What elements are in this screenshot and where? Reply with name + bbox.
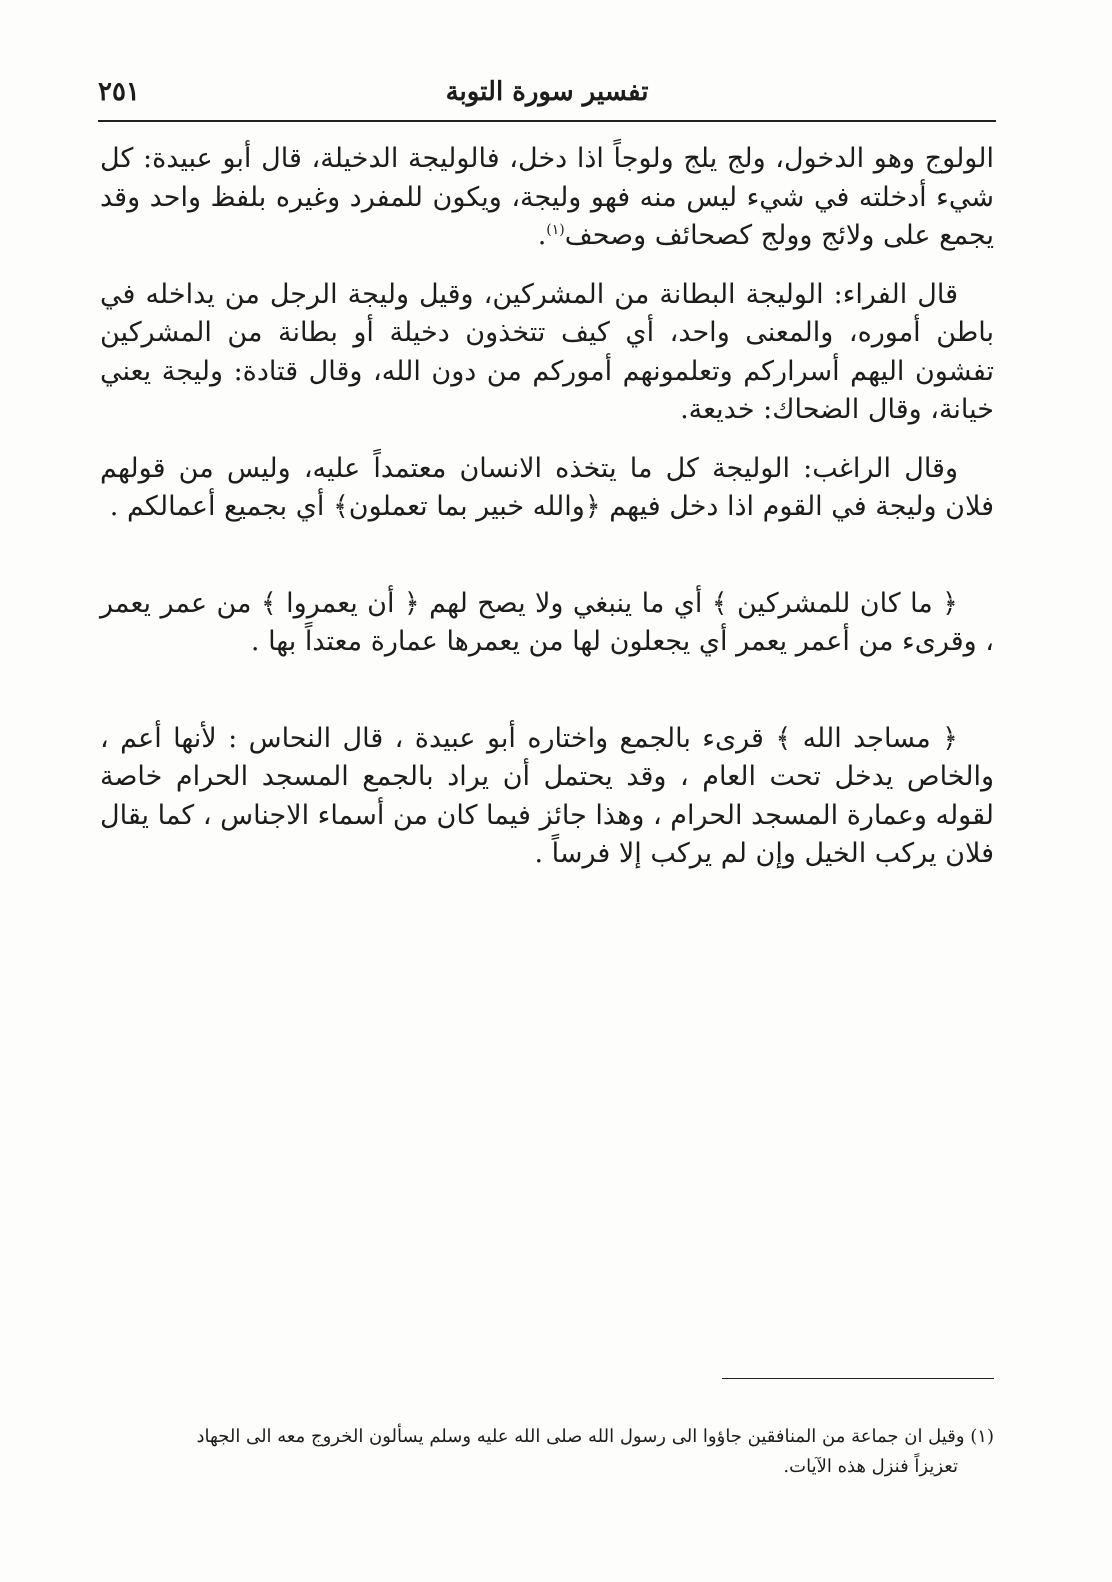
footnote: [100, 1422, 994, 1482]
footnote-line-1: [100, 1422, 994, 1452]
footnote-text-1: وقيل ان جماعة من المنافقين جاؤوا الى رسول الله صلى الله عليه وسلم يسألون الخروج معه الى الجهاد: [196, 1426, 965, 1447]
header-rule: [98, 120, 996, 122]
paragraph-1: [100, 140, 994, 256]
paragraph-5: ﴿ مساجد الله ﴾ قرىء بالجمع واختاره أبو عبيدة ، قال النحاس : لأنها أعم ، والخاص يدخل تحت العام ، وقد يحتمل أن يراد بالجمع المسجد الحرام خاصة لقوله وعمارة المسجد الحرام ، وهذا جائز فيما كان من أسماء الاجناس ، كما يقال فلان يركب الخيل وإن لم يركب إلا فرساً .: [100, 722, 994, 869]
footnote-rule: [722, 1378, 994, 1379]
running-title: تفسير سورة التوبة: [445, 77, 649, 107]
paragraph-1-end: .: [537, 220, 547, 251]
footnote-reference: (١): [546, 222, 565, 238]
footnote-line-2: تعزيزاً فنزل هذه الآيات.: [783, 1456, 958, 1477]
page-header: [98, 72, 996, 116]
paragraph-3: وقال الراغب: الوليجة كل ما يتخذه الانسان معتمداً عليه، وليس من قولهم فلان وليجة في القوم اذا دخل فيهم ﴿والله خبير بما تعملون﴾ أي بجميع أعمالكم .: [100, 452, 994, 522]
body-text: [100, 140, 994, 874]
paragraph-4: ﴿ ما كان للمشركين ﴾ أي ما ينبغي ولا يصح لهم ﴿ أن يعمروا ﴾ من عمر يعمر ، وقرىء من أعمر يعمر أي يجعلون لها من يعمرها عمارة معتداً بها .: [100, 587, 994, 657]
paragraph-2: قال الفراء: الوليجة البطانة من المشركين، وقيل وليجة الرجل من يداخله في باطن أموره، والمعنى واحد، أي كيف تتخذون دخيلة أو بطانة من المشركين تفشون اليهم أسراركم وتعلمونهم أموركم من دون الله، وقال قتادة: وليجة يعني خيانة، وقال الضحاك: خديعة.: [100, 278, 994, 425]
paragraph-1-text: الولوج وهو الدخول، ولج يلج ولوجاً اذا دخل، فالوليجة الدخيلة، قال أبو عبيدة: كل شيء أدخلته في شيء ليس منه فهو وليجة، ويكون للمفرد وغيره بلفظ واحد وقد يجمع على ولائج وولج كصحائف وصحف: [100, 143, 994, 251]
footnote-number: (١): [970, 1426, 994, 1447]
page-number: ٢٥١: [98, 77, 140, 107]
